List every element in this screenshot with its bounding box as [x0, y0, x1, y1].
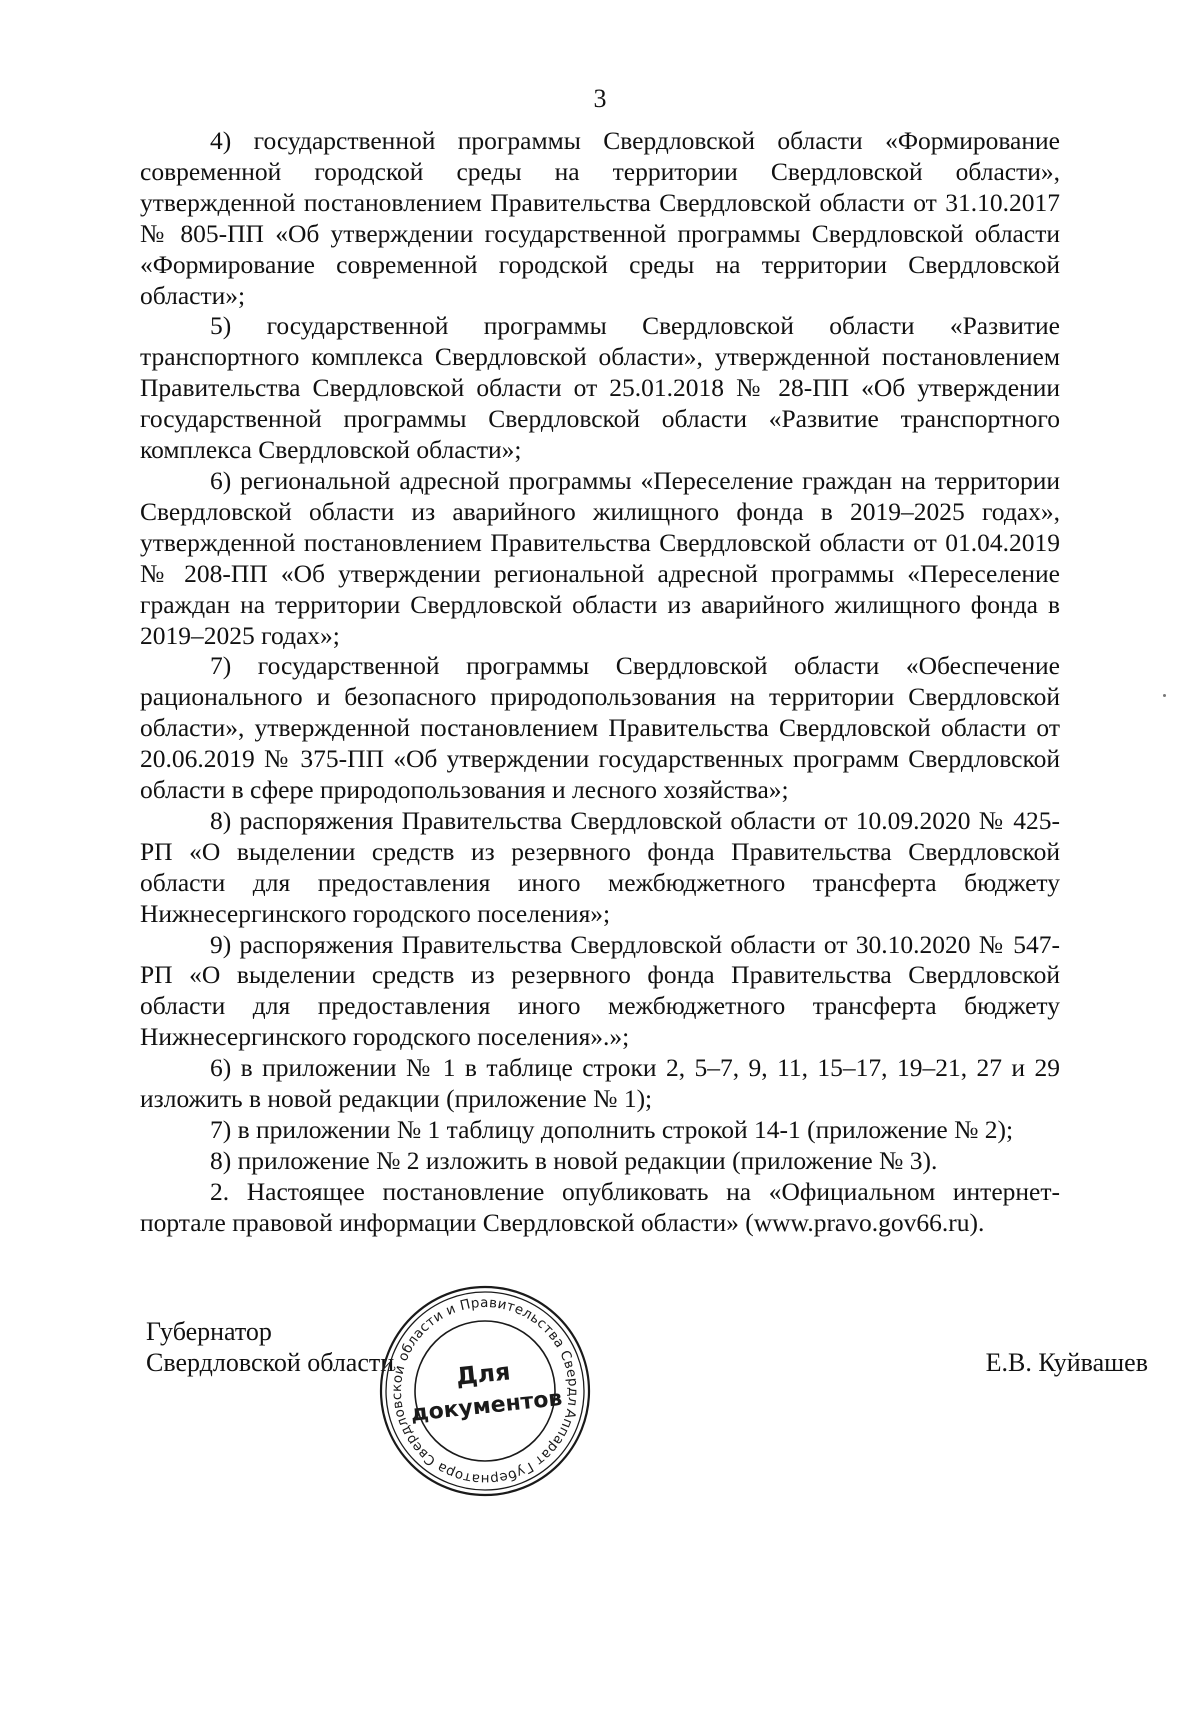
official-stamp: [378, 1284, 592, 1498]
paragraph-item-7: 7) государственной программы Свердловской области «Обеспечение рационального и безопасного природопользования на территории Свердловской области», утвержденной постановлением Правительства Свердловской области от 20.06.2019 № 375-ПП «Об утверждении государственных программ Свердловской области в сфере природопользования и лесного хозяйства»;: [140, 651, 1060, 805]
paragraph-appendix-2: 8) приложение № 2 изложить в новой редакции (приложение № 3).: [210, 1145, 938, 1175]
paragraph-item-5: 5) государственной программы Свердловской области «Развитие транспортного комплекса Свердловской области», утвержденной постановлением Правительства Свердловской области от 25.01.2018 № 28-ПП «Об утверждении государственной программы Свердловской области «Развитие транспортного комплекса Свердловской области»;: [140, 311, 1060, 465]
stamp-ring-text: Аппарат Губернатора Свердловской области и Правительства Свердловской: [388, 1294, 582, 1488]
scan-speck: [1163, 694, 1166, 697]
stamp-center-line2: документов: [409, 1386, 564, 1427]
document-body: [140, 126, 1060, 1239]
paragraph-appendix-1-row-14-1: 7) в приложении № 1 таблицу дополнить строкой 14-1 (приложение № 2);: [210, 1115, 1014, 1144]
signatory-name: Е.В. Куйвашев: [985, 1348, 1148, 1377]
stamp-center-line1: Для: [454, 1357, 512, 1391]
signatory-title-line1: Губернатор: [146, 1317, 272, 1346]
paragraph-item-4: 4) государственной программы Свердловской области «Формирование современной городской среды на территории Свердловской области», утвержденной постановлением Правительства Свердловской области от 31.10.2017 № 805-ПП «Об утверждении государственной программы Свердловской области «Формирование современной городской среды на территории Свердловской области»;: [140, 126, 1060, 310]
paragraph-item-8: 8) распоряжения Правительства Свердловской области от 10.09.2020 № 425-РП «О выделении средств из резервного фонда Правительства Свердловской области для предоставления иного межбюджетного трансферта бюджету Нижнесергинского городского поселения»;: [140, 805, 1060, 928]
paragraph-item-9: 9) распоряжения Правительства Свердловской области от 30.10.2020 № 547-РП «О выделении средств из резервного фонда Правительства Свердловской области для предоставления иного межбюджетного трансферта бюджету Нижнесергинского городского поселения».»;: [140, 929, 1060, 1052]
paragraph-item-6: 6) региональной адресной программы «Переселение граждан на территории Свердловской области из аварийного жилищного фонда в 2019–2025 годах», утвержденной постановлением Правительства Свердловской области от 01.04.2019 № 208-ПП «Об утверждении региональной адресной программы «Переселение граждан на территории Свердловской области из аварийного жилищного фонда в 2019–2025 годах»;: [140, 465, 1060, 650]
signatory-title-line2: Свердловской области: [146, 1348, 395, 1377]
page-number: 3: [593, 84, 607, 113]
paragraph-publication: 2. Настоящее постановление опубликовать на «Официальном интернет-портале правовой информации Свердловской области» (www.pravo.gov66.ru).: [140, 1176, 1060, 1237]
signatory-title: [146, 1316, 394, 1378]
paragraph-appendix-1-rows: 6) в приложении № 1 в таблице строки 2, 5–7, 9, 11, 15–17, 19–21, 27 и 29 изложить в новой редакции (приложение № 1);: [140, 1053, 1060, 1114]
